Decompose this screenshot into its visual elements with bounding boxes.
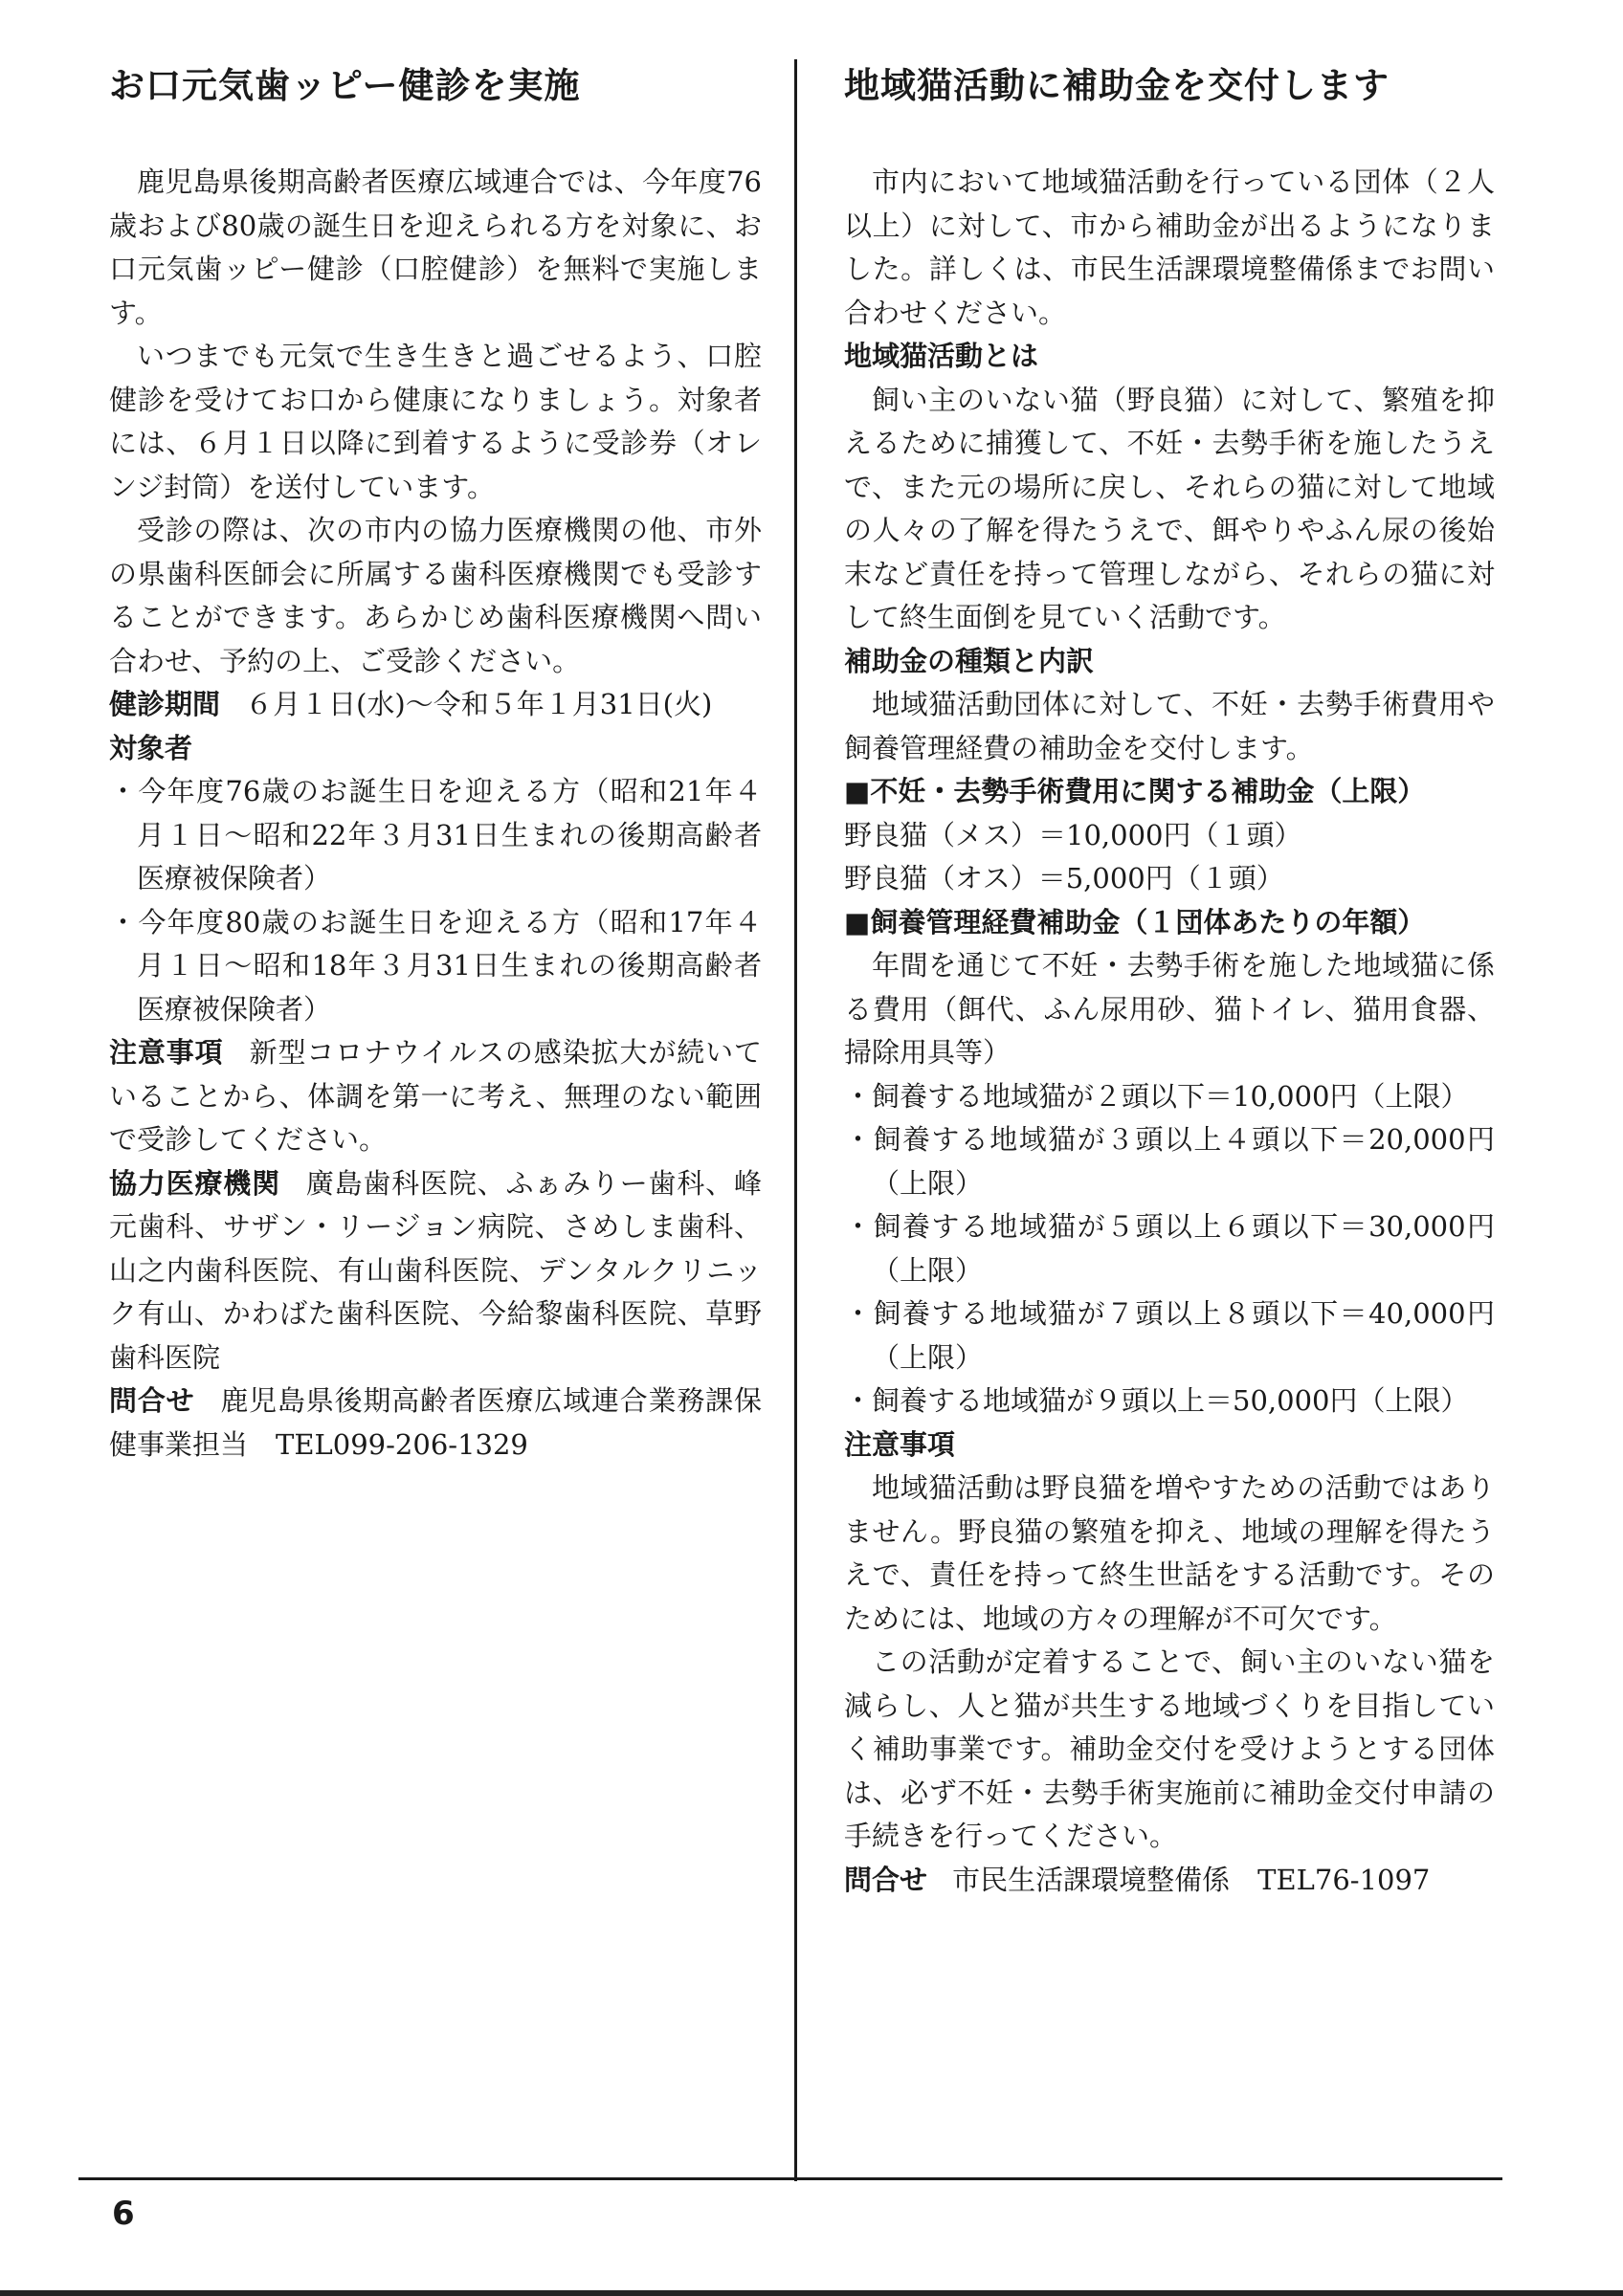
- care-subsidy-item: ・飼養する地域猫が２頭以下＝10,000円（上限）: [844, 1079, 1469, 1113]
- right-article: [844, 57, 1495, 1902]
- left-article: [109, 57, 762, 1467]
- subsidy-types-text: 地域猫活動団体に対して、不妊・去勢手術費用や飼養管理経費の補助金を交付します。: [844, 688, 1495, 764]
- column-divider: [794, 59, 797, 2181]
- care-subsidy-item: ・飼養する地域猫が５頭以上６頭以下＝30,000円（上限）: [844, 1210, 1495, 1287]
- exam-period-value: ６月１日(水)～令和５年１月31日(火): [245, 688, 713, 720]
- right-caution-text-1: 地域猫活動は野良猫を増やすための活動ではありません。野良猫の繁殖を抑え、地域の理解を得たうえで、責任を持って終生世話をする活動です。そのためには、地域の方々の理解が不可欠です。: [844, 1471, 1495, 1635]
- care-subsidy-text: 年間を通じて不妊・去勢手術を施した地域猫に係る費用（餌代、ふん尿用砂、猫トイレ、猫用食器、掃除用具等）: [844, 949, 1495, 1069]
- surgery-subsidy-female: 野良猫（メス）＝10,000円（１頭）: [844, 818, 1302, 851]
- surgery-subsidy-male: 野良猫（オス）＝5,000円（１頭）: [844, 862, 1284, 894]
- right-contact: [844, 1859, 1495, 1903]
- right-caution-label: 注意事項: [844, 1427, 956, 1461]
- partner-clinics-label: 協力医療機関: [109, 1166, 280, 1200]
- exam-period-label: 健診期間: [109, 688, 221, 720]
- left-caution-label: 注意事項: [109, 1036, 224, 1069]
- target-label: 対象者: [109, 731, 193, 764]
- right-article-title: 地域猫活動に補助金を交付します: [844, 65, 1390, 106]
- care-subsidy-item: ・飼養する地域猫が９頭以上＝50,000円（上限）: [844, 1384, 1469, 1417]
- subsidy-types-label: 補助金の種類と内訳: [844, 644, 1095, 677]
- care-subsidy-label: ■飼養管理経費補助金（１団体あたりの年額）: [844, 905, 1426, 938]
- left-contact: [109, 1380, 762, 1467]
- footer-rule: [78, 2177, 1502, 2180]
- left-paragraph-2: いつまでも元気で生き生きと過ごせるよう、口腔健診を受けてお口から健康になりましょう。対象者には、６月１日以降に到着するように受診券（オレンジ封筒）を送付しています。: [109, 340, 762, 503]
- left-caution: [109, 1031, 762, 1162]
- community-cat-text: 飼い主のいない猫（野良猫）に対して、繁殖を抑えるために捕獲して、不妊・去勢手術を施したうえで、また元の場所に戻し、それらの猫に対して地域の人々の了解を得たうえで、餌やりやふん尿の後始末など責任を持って管理しながら、それらの猫に対して終生面倒を見ていく活動です。: [844, 383, 1495, 633]
- partner-clinics-text: 廣島歯科医院、ふぁみりー歯科、峰元歯科、サザン・リージョン病院、さめしま歯科、山之内歯科医院、有山歯科医院、デンタルクリニック有山、かわばた歯科医院、今給黎歯科医院、草野歯科医院: [109, 1166, 762, 1374]
- right-intro: 市内において地域猫活動を行っている団体（２人以上）に対して、市から補助金が出るようになりました。詳しくは、市民生活課環境整備係までお問い合わせください。: [844, 166, 1495, 329]
- care-subsidy-item: ・飼養する地域猫が７頭以上８頭以下＝40,000円（上限）: [844, 1297, 1495, 1374]
- right-caution-text-2: この活動が定着することで、飼い主のいない猫を減らし、人と猫が共生する地域づくりを目指していく補助事業です。補助金交付を受けようとする団体は、必ず不妊・去勢手術実施前に補助金交付申請の手続きを行ってください。: [844, 1645, 1495, 1852]
- surgery-subsidy-label: ■不妊・去勢手術費用に関する補助金（上限）: [844, 775, 1426, 807]
- page-number: 6: [112, 2195, 135, 2233]
- target-item-76: ・今年度76歳のお誕生日を迎える方（昭和21年４月１日～昭和22年３月31日生まれの後期高齢者医療被保険者）: [109, 775, 762, 894]
- left-contact-label: 問合せ: [109, 1384, 195, 1417]
- right-contact-text: 市民生活課環境整備係 TEL76-1097: [952, 1863, 1431, 1896]
- right-contact-label: 問合せ: [844, 1863, 928, 1896]
- care-subsidy-item: ・飼養する地域猫が３頭以上４頭以下＝20,000円（上限）: [844, 1123, 1495, 1200]
- exam-period: [109, 683, 762, 727]
- left-caution-text: 新型コロナウイルスの感染拡大が続いていることから、体調を第一に考え、無理のない範囲で受診してください。: [109, 1036, 762, 1156]
- left-article-title: お口元気歯ッピー健診を実施: [109, 65, 581, 106]
- community-cat-label: 地域猫活動とは: [844, 340, 1039, 372]
- target-item-80: ・今年度80歳のお誕生日を迎える方（昭和17年４月１日～昭和18年３月31日生まれの後期高齢者医療被保険者）: [109, 905, 762, 1026]
- page-bottom-edge: [0, 2290, 1623, 2296]
- partner-clinics: [109, 1162, 762, 1380]
- left-paragraph-3: 受診の際は、次の市内の協力医療機関の他、市外の県歯科医師会に所属する歯科医療機関でも受診することができます。あらかじめ歯科医療機関へ問い合わせ、予約の上、ご受診ください。: [109, 514, 762, 677]
- left-contact-text: 鹿児島県後期高齢者医療広域連合業務課保健事業担当 TEL099-206-1329: [109, 1384, 762, 1461]
- left-paragraph-1: 鹿児島県後期高齢者医療広域連合では、今年度76歳および80歳の誕生日を迎えられる方を対象に、お口元気歯ッピー健診（口腔健診）を無料で実施します。: [109, 166, 762, 329]
